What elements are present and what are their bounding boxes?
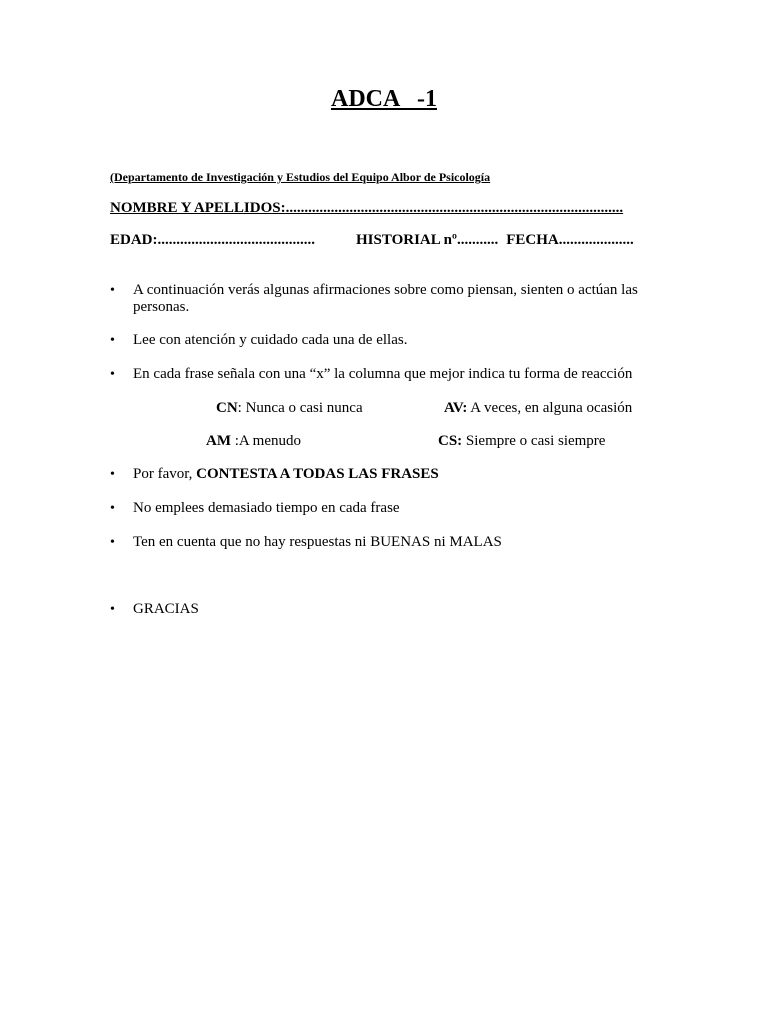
instruction-text: GRACIAS <box>133 601 199 617</box>
legend-cn <box>216 400 363 417</box>
legend-am-code: AM <box>206 433 231 449</box>
date-field <box>506 232 634 249</box>
instruction-text: No emplees demasiado tiempo en cada frase <box>133 500 400 516</box>
legend-cn-code: CN <box>216 400 238 416</box>
instruction-text: Lee con atención y cuidado cada una de ellas. <box>133 332 408 348</box>
age-dots: .......................................... <box>157 232 315 248</box>
legend-av-code: AV: <box>444 400 468 416</box>
history-label: HISTORIAL nº <box>356 232 457 248</box>
bullet-icon: • <box>110 467 115 482</box>
age-field <box>110 232 356 249</box>
legend-cs-code: CS: <box>438 433 463 449</box>
bullet-icon: • <box>110 602 115 617</box>
history-field <box>356 232 498 249</box>
instruction-text: En cada frase señala con una “x” la columna que mejor indica tu forma de reacción <box>133 366 633 382</box>
bullet-icon: • <box>110 333 115 348</box>
legend-am <box>206 433 301 450</box>
bullet-icon: • <box>110 501 115 516</box>
department-line: (Departamento de Investigación y Estudios del Equipo Albor de Psicología <box>110 170 491 184</box>
name-dots: .......................................................................................... <box>285 200 624 216</box>
bullet-icon: • <box>110 535 115 550</box>
instruction-text: A continuación verás algunas afirmaciones sobre como piensan, sienten o actúan las personas. <box>133 282 638 315</box>
name-label: NOMBRE Y APELLIDOS: <box>110 200 286 216</box>
date-label: FECHA <box>506 232 559 248</box>
bullet-icon: • <box>110 283 115 298</box>
name-field-line <box>110 200 623 217</box>
legend-am-text: :A menudo <box>231 433 301 449</box>
legend-av-text: A veces, en alguna ocasión <box>467 400 633 416</box>
bullet-icon: • <box>110 367 115 382</box>
legend-cs-text: Siempre o casi siempre <box>462 433 606 449</box>
legend-cs <box>438 433 605 450</box>
history-dots: ........... <box>456 232 499 248</box>
instruction-text: Ten en cuenta que no hay respuestas ni BUENAS ni MALAS <box>133 534 502 550</box>
document-title: ADCA -1 <box>331 86 437 112</box>
age-label: EDAD: <box>110 232 158 248</box>
instruction-prefix: Por favor, <box>133 466 197 482</box>
instruction-emphasis: CONTESTA A TODAS LAS FRASES <box>196 466 439 482</box>
instruction-text <box>133 466 658 483</box>
legend-av <box>444 400 632 417</box>
legend-cn-text: : Nunca o casi nunca <box>237 400 363 416</box>
date-dots: .................... <box>558 232 634 248</box>
age-history-date-line <box>110 232 634 249</box>
